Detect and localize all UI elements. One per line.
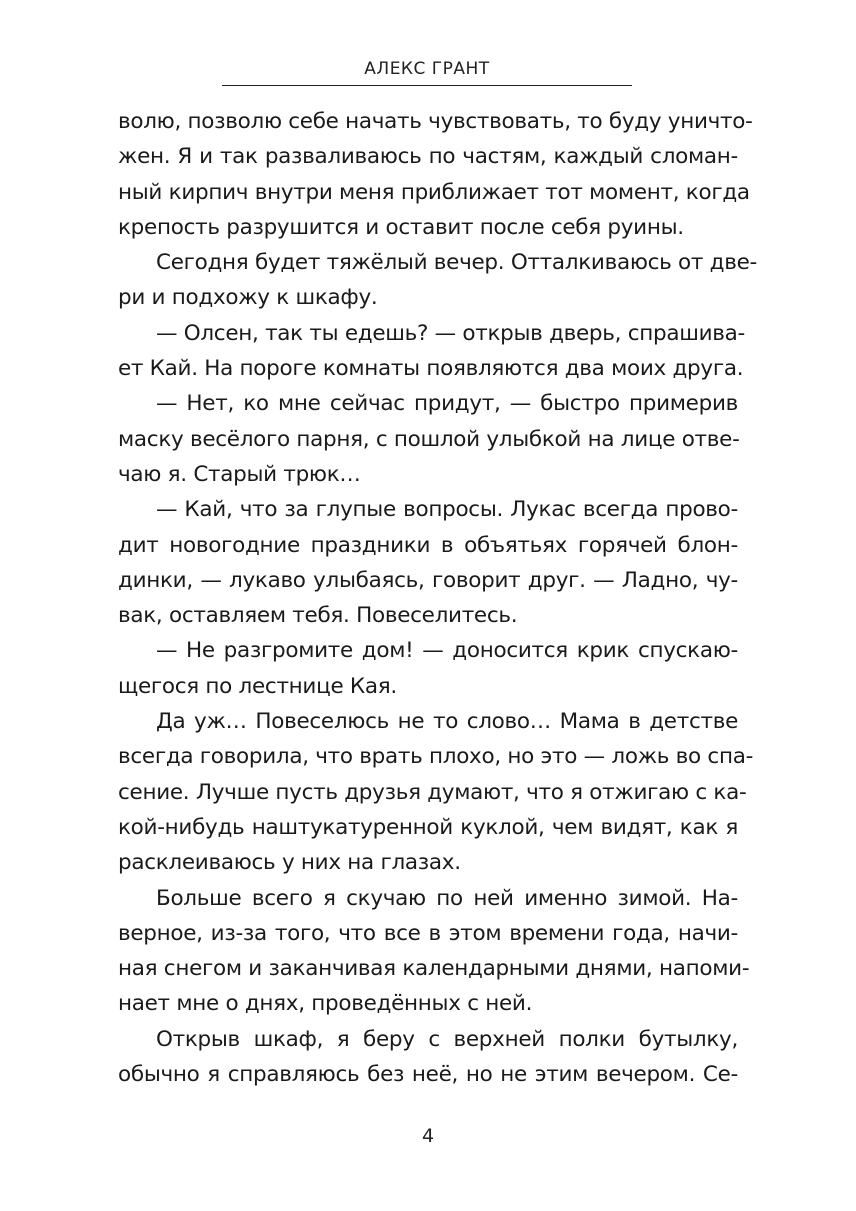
text-line: ри и подхожу к шкафу. xyxy=(118,285,378,311)
text-line: — Кай, что за глупые вопросы. Лукас всегда прово- xyxy=(156,497,738,523)
text-line: маску весёлого парня, с пошлой улыбкой на лице отве- xyxy=(118,426,740,452)
text-line: — Не разгромите дом! — доносится крик спускаю- xyxy=(156,638,738,664)
header-divider xyxy=(222,85,632,86)
text-line: кой-нибудь наштукатуренной куклой, чем видят, как я xyxy=(118,814,738,840)
text-line: обычно я справляюсь без неё, но не этим вечером. Се- xyxy=(118,1062,738,1088)
text-line: расклеиваюсь у них на глазах. xyxy=(118,850,461,876)
text-line: верное, из-за того, что все в этом времени года, начи- xyxy=(118,920,738,946)
text-line: дит новогодние праздники в объятьях горячей блон- xyxy=(118,532,738,558)
text-line: ет Кай. На пороге комнаты появляются два моих друга. xyxy=(118,356,744,382)
page-number: 4 xyxy=(421,1125,435,1147)
running-header xyxy=(222,58,632,86)
text-line: сение. Лучше пусть друзья думают, что я отжигаю с ка- xyxy=(118,779,747,805)
text-line: крепость разрушится и оставит после себя руины. xyxy=(118,214,684,240)
text-line: ная снегом и заканчивая календарными днями, напоми- xyxy=(118,956,750,982)
text-line: щегося по лестнице Кая. xyxy=(118,673,397,699)
text-line: динки, — лукаво улыбаясь, говорит друг. — Ладно, чу- xyxy=(118,567,738,593)
text-line: Сегодня будет тяжёлый вечер. Отталкиваюсь от две- xyxy=(156,250,757,276)
text-line: Да уж… Повеселюсь не то слово… Мама в детстве xyxy=(156,709,738,735)
text-line: — Нет, ко мне сейчас придут, — быстро примерив xyxy=(156,391,738,417)
author-name: АЛЕКС ГРАНТ xyxy=(364,59,490,79)
text-line: жен. Я и так разваливаюсь по частям, каждый сломан- xyxy=(118,144,738,170)
text-line: Открыв шкаф, я беру с верхней полки бутылку, xyxy=(156,1026,738,1052)
text-line: нает мне о днях, проведённых с ней. xyxy=(118,991,533,1017)
text-line: волю, позволю себе начать чувствовать, то буду уничто- xyxy=(118,109,753,134)
text-line: чаю я. Старый трюк… xyxy=(118,461,361,487)
text-line: ный кирпич внутри меня приближает тот момент, когда xyxy=(118,179,750,205)
body-text xyxy=(118,104,757,1092)
text-line: вак, оставляем тебя. Повеселитесь. xyxy=(118,603,518,629)
text-line: — Олсен, так ты едешь? — открыв дверь, спрашива- xyxy=(156,320,745,346)
text-line: Больше всего я скучаю по ней именно зимой. На- xyxy=(156,885,738,911)
text-line: всегда говорила, что врать плохо, но это — ложь во спа- xyxy=(118,744,754,770)
